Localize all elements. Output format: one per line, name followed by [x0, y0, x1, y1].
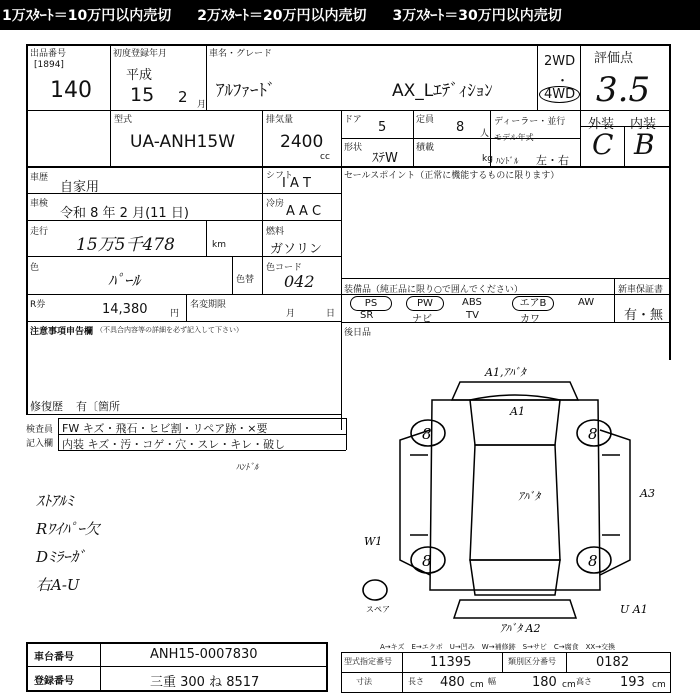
first-reg-label: 初度登録年月	[113, 49, 168, 59]
exterior-label: 外装	[588, 117, 615, 132]
damage-mark-right: A3	[640, 487, 655, 500]
dims-label: 寸法	[356, 677, 372, 686]
use-label: 車歴	[30, 173, 49, 183]
mileage-unit: km	[212, 240, 226, 250]
recycle-label: R券	[30, 300, 46, 310]
damage-mark-left: W1	[364, 535, 383, 548]
handwritten-note-3: Dﾐﾗｰｶﾞ	[36, 548, 86, 566]
tire-fl-depth: 8	[422, 425, 432, 443]
recycle-expiry-label: 名変期限	[190, 300, 227, 310]
load-label: 積載	[416, 143, 435, 153]
capacity-unit: 人	[480, 129, 490, 139]
recycle-month: 月	[286, 309, 296, 319]
handwritten-note-1: ｽﾄｱﾙﾐ	[36, 492, 74, 510]
handwritten-note-4: 右A-U	[36, 576, 80, 594]
length-unit: cm	[470, 680, 484, 690]
fuel-label: 燃料	[266, 227, 285, 237]
type-no-value: 11395	[430, 655, 472, 670]
shift-value: I A T	[282, 176, 311, 191]
mileage-value: 15万5千478	[76, 235, 175, 255]
first-reg-era: 平成	[126, 68, 153, 83]
first-reg-unit: 月	[197, 100, 207, 110]
ac-value: A A C	[286, 204, 322, 219]
drive-4wd: 4WD	[539, 86, 580, 103]
first-reg-month: 2	[178, 88, 188, 106]
equip-pw: PW	[406, 296, 444, 311]
color-change-label: 色替	[236, 275, 255, 285]
equip-tv: TV	[466, 310, 479, 321]
use-value: 自家用	[60, 180, 100, 195]
first-reg-year: 15	[130, 84, 155, 106]
checks-row-1: FW キズ・飛石・ヒビ割・リペア跡・×要	[62, 422, 268, 435]
car-name: ｱﾙﾌｧｰﾄﾞ	[216, 81, 276, 101]
inspection-value: 令和 8 年 2 月(11 日)	[60, 206, 189, 221]
car-damage-diagram	[350, 360, 680, 635]
width-value: 180	[532, 675, 557, 690]
score-label: 評価点	[594, 51, 634, 66]
chassis-label: 車台番号	[34, 652, 74, 663]
after-label: 後日品	[344, 328, 372, 338]
drive-2wd: 2WD	[544, 54, 576, 69]
damage-mark-hood: A1	[510, 405, 525, 418]
interior-label: 内装	[630, 117, 657, 132]
damage-mark-rear-right: U A1	[620, 603, 648, 616]
drive-dot: ・	[556, 74, 570, 89]
model-label: 型式	[114, 115, 133, 125]
recycle-day: 日	[326, 309, 336, 319]
shape-label: 形状	[344, 143, 363, 153]
model-year-label: モデル年式	[494, 133, 534, 142]
height-value: 193	[620, 675, 645, 690]
checks-note: ﾊﾝﾄﾞﾙ	[236, 463, 259, 473]
car-grade: AX_Lｴﾃﾞｨｼｮﾝ	[392, 81, 493, 101]
lot-label: 出品番号	[30, 49, 67, 59]
damage-legend: A→キズ E→エクボ U→凹み W→補修跡 S→サビ C→腐食 XX→交換	[380, 643, 616, 651]
displacement-label: 排気量	[266, 115, 294, 125]
class-no-value: 0182	[596, 655, 630, 670]
load-unit: kg	[482, 154, 493, 164]
equipment-label: 装備品（純正品に限り○で囲んでください）	[344, 285, 523, 295]
ac-label: 冷房	[266, 199, 285, 209]
width-unit: cm	[562, 680, 576, 690]
displacement-value: 2400	[280, 132, 324, 152]
warranty-value: 有・無	[624, 308, 664, 323]
equip-aw: AW	[578, 297, 595, 308]
model-value: UA-ANH15W	[130, 132, 236, 152]
notes-sub: （不具合内容等の詳細を必ず記入して下さい）	[96, 326, 243, 334]
checks-label-1: 検査員	[26, 425, 54, 435]
checks-row-2: 内装 キズ・汚・コゲ・穴・スレ・キレ・破し	[62, 438, 286, 451]
equip-sr: SR	[360, 310, 374, 321]
length-label: 長さ	[408, 677, 424, 686]
damage-mark-roof: ｱﾊﾞﾀ	[518, 490, 540, 503]
handwritten-note-2: Rﾜｲﾊﾟｰ欠	[36, 520, 100, 538]
color-label: 色	[30, 263, 40, 273]
banner-text-2: 2万ｽﾀｰﾄ＝20万円以内売切	[197, 8, 367, 24]
displacement-unit: cc	[320, 152, 330, 162]
equip-navi: ナビ	[412, 314, 432, 325]
car-label: 車名・グレード	[209, 49, 273, 59]
damage-mark-front: A1,ｱﾊﾞﾀ	[485, 366, 526, 379]
tire-rl-depth: 8	[422, 552, 432, 570]
doors-label: ドア	[344, 115, 362, 125]
color-value: ﾊﾟｰﾙ	[108, 271, 141, 290]
width-label: 幅	[488, 677, 496, 686]
fuel-value: ガソリン	[270, 242, 323, 257]
type-no-label: 型式指定番号	[344, 657, 392, 666]
chassis-value: ANH15-0007830	[150, 647, 258, 662]
lot-sub: [1894]	[34, 60, 64, 70]
capacity-label: 定員	[416, 115, 435, 125]
capacity-value: 8	[456, 120, 465, 135]
color-code-label: 色コード	[266, 263, 303, 273]
repair-label: 修復歴	[30, 400, 63, 413]
recycle-value: 14,380	[102, 302, 148, 317]
class-no-label: 類別区分番号	[508, 657, 556, 666]
equip-ps: PS	[350, 296, 392, 311]
height-label: 高さ	[576, 677, 592, 686]
doors-value: 5	[378, 120, 387, 135]
plate-label: 登録番号	[34, 676, 74, 687]
warranty-label: 新車保証書	[618, 285, 664, 295]
notes-label: 注意事項申告欄	[30, 327, 94, 337]
plate-value: 三重 300 ね 8517	[150, 675, 260, 690]
length-value: 480	[440, 675, 465, 690]
banner-text-1: 1万ｽﾀｰﾄ＝10万円以内売切	[2, 8, 172, 24]
exterior-grade: C	[592, 128, 614, 161]
height-unit: cm	[652, 680, 666, 690]
tire-rr-depth: 8	[588, 552, 598, 570]
handle-value: 左・右	[536, 154, 569, 167]
color-code: 042	[284, 272, 315, 291]
score-value: 3.5	[596, 70, 651, 110]
mileage-label: 走行	[30, 227, 49, 237]
repair-value: 有〔箇所	[76, 400, 120, 413]
recycle-unit: 円	[170, 309, 180, 319]
dealer-label: ディーラー・並行	[494, 117, 566, 127]
shift-label: シフト	[266, 171, 294, 181]
equip-leather: カワ	[520, 314, 540, 325]
equip-abs: ABS	[462, 297, 482, 308]
tire-fr-depth: 8	[588, 425, 598, 443]
handle-label: ﾊﾝﾄﾞﾙ	[496, 157, 519, 167]
sales-point-label: セールスポイント（正常に機能するものに限ります）	[344, 171, 560, 181]
interior-grade: B	[634, 128, 655, 161]
checks-label-2: 記入欄	[26, 439, 54, 449]
inspection-label: 車検	[30, 199, 49, 209]
auction-banner	[0, 0, 700, 30]
banner-text-3: 3万ｽﾀｰﾄ＝30万円以内売切	[392, 8, 562, 24]
spare-label: スペア	[366, 605, 390, 614]
equip-airbag: エアB	[512, 296, 554, 311]
damage-mark-rear: ｱﾊﾞﾀ A2	[500, 622, 541, 635]
lot-number: 140	[50, 78, 92, 103]
shape-value: ｽﾃW	[372, 151, 398, 166]
